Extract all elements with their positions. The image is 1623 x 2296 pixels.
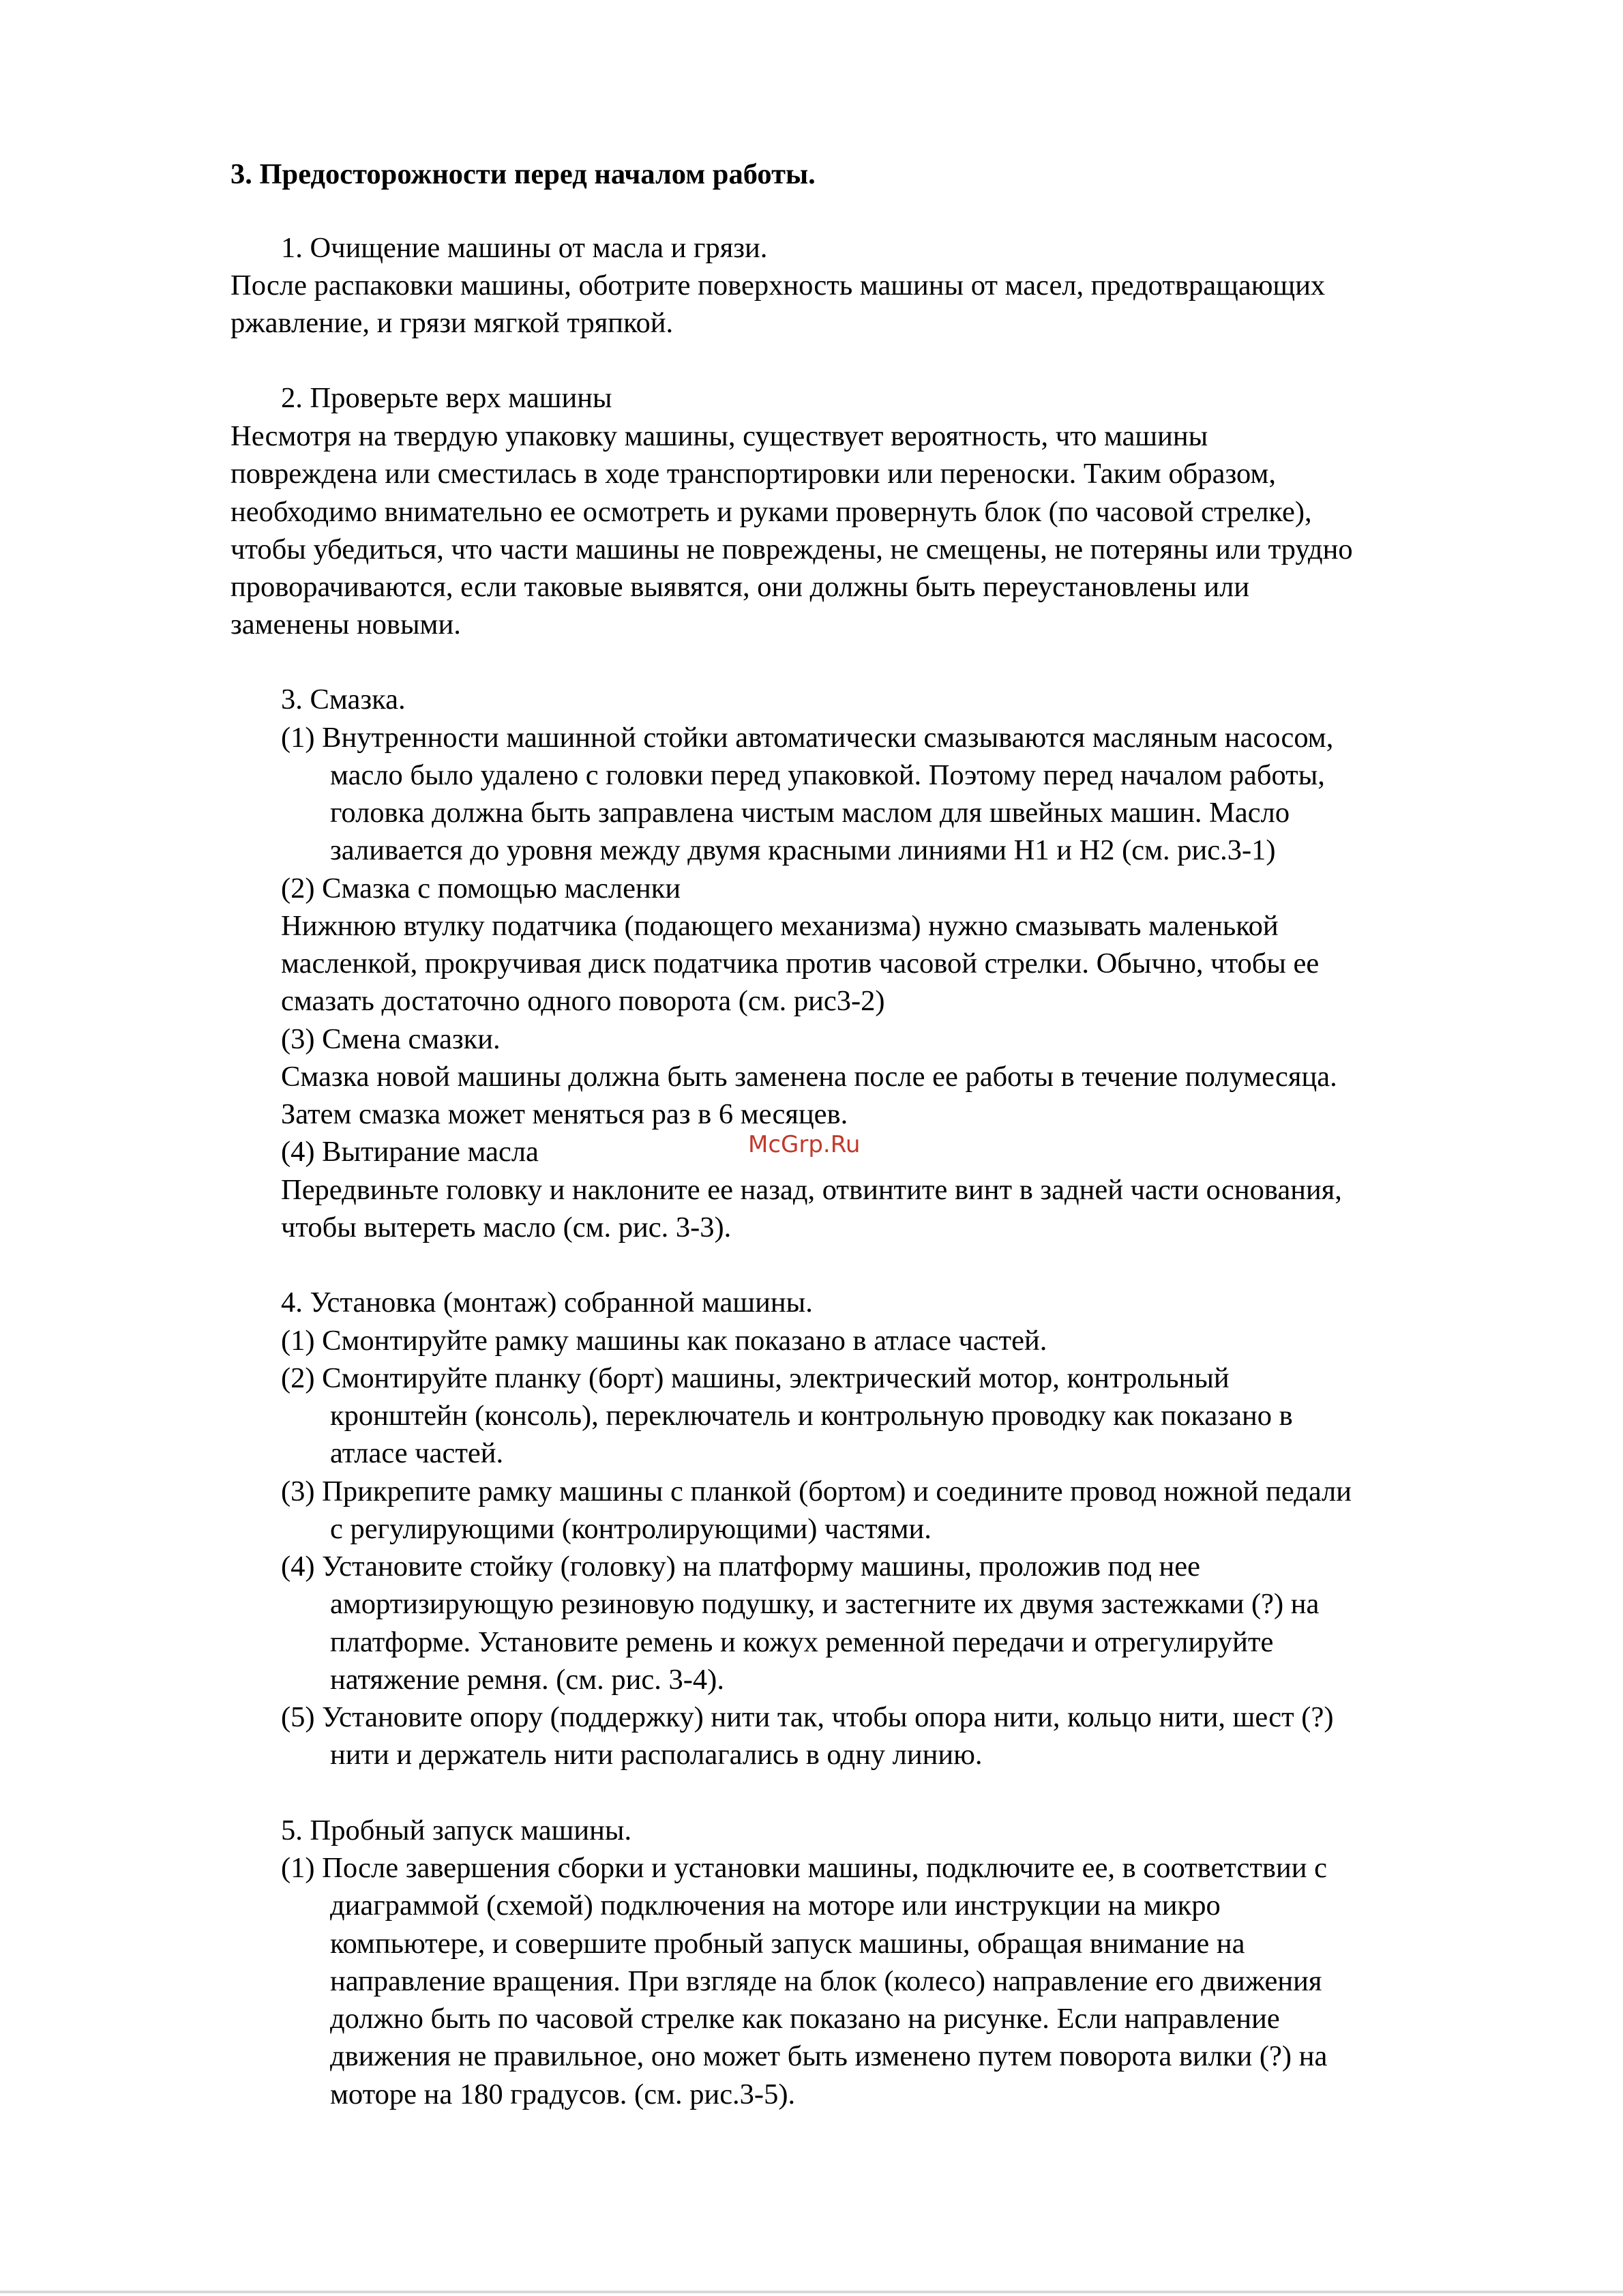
section-title: 3. Предосторожности перед началом работы. <box>230 158 816 190</box>
paragraph-line: масленкой, прокручивая диск податчика против часовой стрелки. Обычно, чтобы ее <box>281 947 1320 980</box>
page-bottom-divider <box>0 2291 1623 2293</box>
subitem-line: (4) Установите стойку (головку) на платформу машины, проложив под нее <box>281 1550 1201 1583</box>
paragraph-line: необходимо внимательно ее осмотреть и руками провернуть блок (по часовой стрелке), <box>230 496 1312 528</box>
subitem-continuation: движения не правильное, оно может быть изменено путем поворота вилки (?) на <box>330 2040 1328 2072</box>
subitem-line: (1) Смонтируйте рамку машины как показано в атласе частей. <box>281 1325 1047 1357</box>
subitem-continuation: амортизирующую резиновую подушку, и застегните их двумя застежками (?) на <box>330 1588 1320 1620</box>
subitem-continuation: заливается до уровня между двумя красными линиями H1 и H2 (см. рис.3-1) <box>330 834 1276 866</box>
paragraph-line: повреждена или сместилась в ходе транспортировки или переноски. Таким образом, <box>230 458 1277 490</box>
subitem-continuation: моторе на 180 градусов. (см. рис.3-5). <box>330 2078 796 2110</box>
subitem-line: (2) Смонтируйте планку (борт) машины, электрический мотор, контрольный <box>281 1362 1230 1394</box>
paragraph-line: Несмотря на твердую упаковку машины, существует вероятность, что машины <box>230 420 1208 452</box>
subitem-continuation: платформе. Установите ремень и кожух ременной передачи и отрегулируйте <box>330 1626 1274 1658</box>
paragraph-line: Нижнюю втулку податчика (подающего механизма) нужно смазывать маленькой <box>281 910 1279 942</box>
paragraph-line: Передвиньте головку и наклоните ее назад, отвинтите винт в задней части основания, <box>281 1174 1342 1206</box>
paragraph-line: После распаковки машины, оботрите поверхность машины от масел, предотвращающих <box>230 269 1326 301</box>
item-heading-2: 2. Проверьте верх машины <box>281 382 612 414</box>
subitem-continuation: нити и держатель нити располагались в одну линию. <box>330 1739 983 1771</box>
subitem-continuation: масло было удалено с головки перед упаковкой. Поэтому перед началом работы, <box>330 759 1325 791</box>
subitem-line: (3) Прикрепите рамку машины с планкой (бортом) и соедините провод ножной педали <box>281 1475 1352 1507</box>
subitem-continuation: диаграммой (схемой) подключения на моторе или инструкции на микро <box>330 1889 1221 1922</box>
paragraph-line: Смазка новой машины должна быть заменена после ее работы в течение полумесяца. <box>281 1061 1337 1093</box>
subitem-continuation: натяжение ремня. (см. рис. 3-4). <box>330 1664 724 1696</box>
paragraph-line: чтобы вытереть масло (см. рис. 3-3). <box>281 1211 732 1243</box>
item-heading-1: 1. Очищение машины от масла и грязи. <box>281 232 768 264</box>
subitem-continuation: головка должна быть заправлена чистым маслом для швейных машин. Масло <box>330 797 1290 829</box>
subitem-line: (1) Внутренности машинной стойки автоматически смазываются масляным насосом, <box>281 722 1334 754</box>
subitem-continuation: с регулирующими (контролирующими) частями. <box>330 1513 932 1545</box>
subitem-continuation: кронштейн (консоль), переключатель и контрольную проводку как показано в <box>330 1400 1293 1432</box>
subitem-continuation: компьютере, и совершите пробный запуск машины, обращая внимание на <box>330 1928 1245 1960</box>
subitem-line: (4) Вытирание масла <box>281 1136 539 1168</box>
paragraph-line: ржавление, и грязи мягкой тряпкой. <box>230 307 674 339</box>
subitem-line: (2) Смазка с помощью масленки <box>281 872 681 904</box>
paragraph-line: смазать достаточно одного поворота (см. рис3-2) <box>281 985 885 1017</box>
paragraph-line: Затем смазка может меняться раз в 6 месяцев. <box>281 1098 848 1130</box>
paragraph-line: заменены новыми. <box>230 608 461 641</box>
item-heading-3: 3. Смазка. <box>281 683 406 716</box>
paragraph-line: чтобы убедиться, что части машины не повреждены, не смещены, не потеряны или трудно <box>230 533 1353 565</box>
subitem-line: (5) Установите опору (поддержку) нити так, чтобы опора нити, кольцо нити, шест (?) <box>281 1701 1334 1733</box>
subitem-continuation: атласе частей. <box>330 1437 504 1469</box>
watermark-text: McGrp.Ru <box>748 1131 861 1158</box>
subitem-continuation: направление вращения. При взгляде на блок (колесо) направление его движения <box>330 1965 1322 1997</box>
subitem-continuation: должно быть по часовой стрелке как показано на рисунке. Если направление <box>330 2003 1280 2035</box>
subitem-line: (1) После завершения сборки и установки машины, подключите ее, в соответствии с <box>281 1852 1327 1884</box>
item-heading-4: 4. Установка (монтаж) собранной машины. <box>281 1286 813 1319</box>
paragraph-line: проворачиваются, если таковые выявятся, они должны быть переустановлены или <box>230 571 1250 603</box>
item-heading-5: 5. Пробный запуск машины. <box>281 1814 632 1846</box>
subitem-line: (3) Смена смазки. <box>281 1023 501 1055</box>
